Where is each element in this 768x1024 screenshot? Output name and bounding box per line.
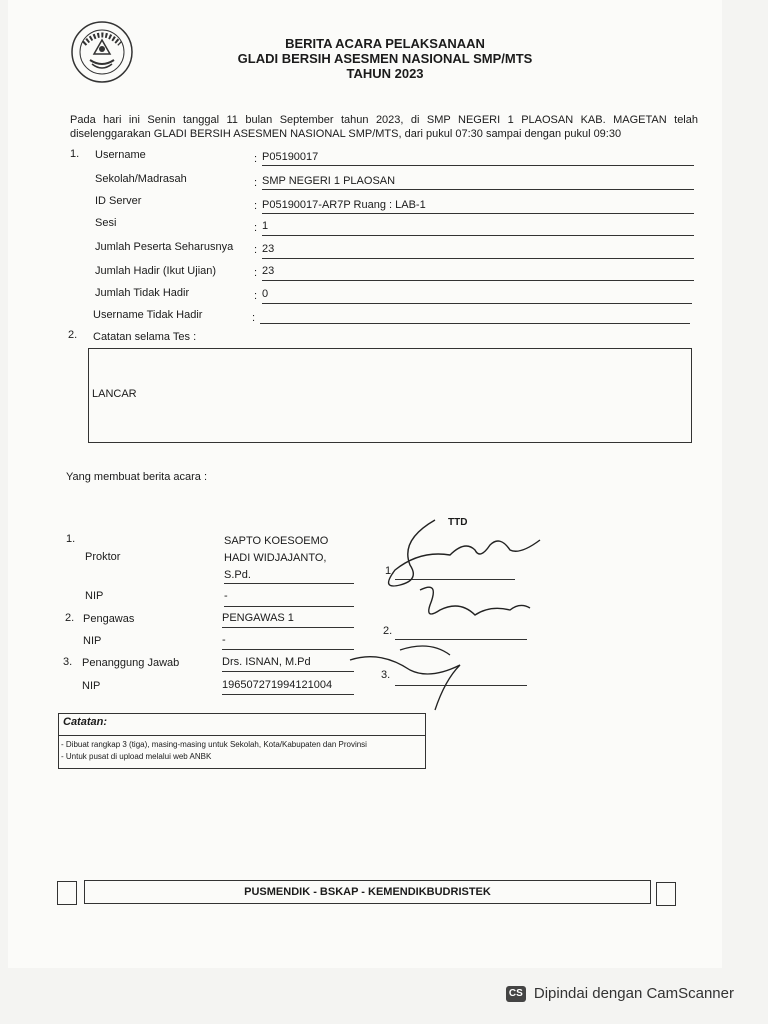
signers-intro: Yang membuat berita acara : <box>66 471 208 483</box>
field-label: Sekolah/Madrasah <box>95 173 187 185</box>
title-line-1: BERITA ACARA PELAKSANAAN <box>285 36 485 51</box>
field-value: P05190017 <box>262 151 694 166</box>
section-2-number: 2. <box>68 329 78 341</box>
field-colon: : <box>254 222 258 234</box>
notes-text: LANCAR <box>92 388 137 400</box>
field-colon: : <box>254 177 258 189</box>
signer-number: 3. <box>63 656 73 668</box>
document-page <box>8 0 722 968</box>
footer-right-square <box>656 882 676 906</box>
catatan-box <box>58 713 426 769</box>
signer-number: 2. <box>65 612 75 624</box>
field-value: P05190017-AR7P Ruang : LAB-1 <box>262 199 694 214</box>
signer-name: SAPTO KOESOEMO HADI WIDJAJANTO, S.Pd. <box>224 533 354 584</box>
field-colon: : <box>254 290 258 302</box>
field-value: 23 <box>262 265 694 281</box>
field-colon: : <box>254 153 258 165</box>
signer-name: PENGAWAS 1 <box>222 612 354 628</box>
nip-value: 196507271994121004 <box>222 679 354 695</box>
nip-label: NIP <box>83 635 102 647</box>
nip-label: NIP <box>82 680 101 692</box>
notes-box <box>88 348 692 443</box>
signer-number: 1. <box>66 533 76 545</box>
section-2-label: Catatan selama Tes : <box>93 331 197 343</box>
field-value: 1 <box>262 220 694 236</box>
field-colon: : <box>254 244 258 256</box>
field-label: Jumlah Hadir (Ikut Ujian) <box>95 265 217 277</box>
catatan-item: - Untuk pusat di upload melalui web ANBK <box>61 752 212 761</box>
field-colon: : <box>254 267 258 279</box>
field-label: Username <box>95 149 146 161</box>
signature-number: 3. <box>381 669 391 681</box>
field-label: Jumlah Tidak Hadir <box>95 287 190 299</box>
handwritten-signatures <box>340 510 570 720</box>
signer-role: Pengawas <box>83 613 135 625</box>
signature-number: 1. <box>385 565 395 577</box>
ttd-label: TTD <box>448 517 468 528</box>
catatan-item: - Dibuat rangkap 3 (tiga), masing-masing untuk Sekolah, Kota/Kabupaten dan Provinsi <box>61 740 367 749</box>
field-value: SMP NEGERI 1 PLAOSAN <box>262 175 694 190</box>
field-value: 0 <box>262 288 692 304</box>
nip-value: - <box>222 634 354 650</box>
document-title <box>170 36 600 81</box>
signer-role: Proktor <box>85 551 121 563</box>
section-1-number: 1. <box>70 148 80 160</box>
intro-paragraph: Pada hari ini Senin tanggal 11 bulan September tahun 2023, di SMP NEGERI 1 PLAOSAN KAB. MAGETAN telah diselenggarakan GLADI BERSIH ASESMEN NASIONAL SMP/MTS, dari pukul 07:30 sampai dengan pukul 09:30 <box>70 114 698 140</box>
camscanner-watermark <box>506 985 734 1002</box>
field-label: ID Server <box>95 195 142 207</box>
field-colon: : <box>252 312 256 324</box>
camscanner-icon: CS <box>506 986 526 1002</box>
tut-wuri-handayani-logo <box>70 20 134 84</box>
field-label: Sesi <box>95 217 117 229</box>
field-colon: : <box>254 200 258 212</box>
signer-name: Drs. ISNAN, M.Pd <box>222 656 354 672</box>
title-line-3: TAHUN 2023 <box>346 66 424 81</box>
field-label: Username Tidak Hadir <box>93 309 203 321</box>
field-label: Jumlah Peserta Seharusnya <box>95 241 234 253</box>
watermark-text: Dipindai dengan CamScanner <box>533 985 734 1002</box>
footer-left-square <box>57 881 77 905</box>
field-value: 23 <box>262 243 694 259</box>
title-line-2: GLADI BERSIH ASESMEN NASIONAL SMP/MTS <box>237 51 533 66</box>
signature-number: 2. <box>383 625 393 637</box>
catatan-title: Catatan: <box>63 716 108 728</box>
footer-bar: PUSMENDIK - BSKAP - KEMENDIKBUDRISTEK <box>84 880 651 904</box>
nip-value: - <box>224 590 354 607</box>
signer-role: Penanggung Jawab <box>82 657 180 669</box>
nip-label: NIP <box>85 590 104 602</box>
catatan-divider <box>59 735 425 736</box>
field-value <box>260 310 690 324</box>
